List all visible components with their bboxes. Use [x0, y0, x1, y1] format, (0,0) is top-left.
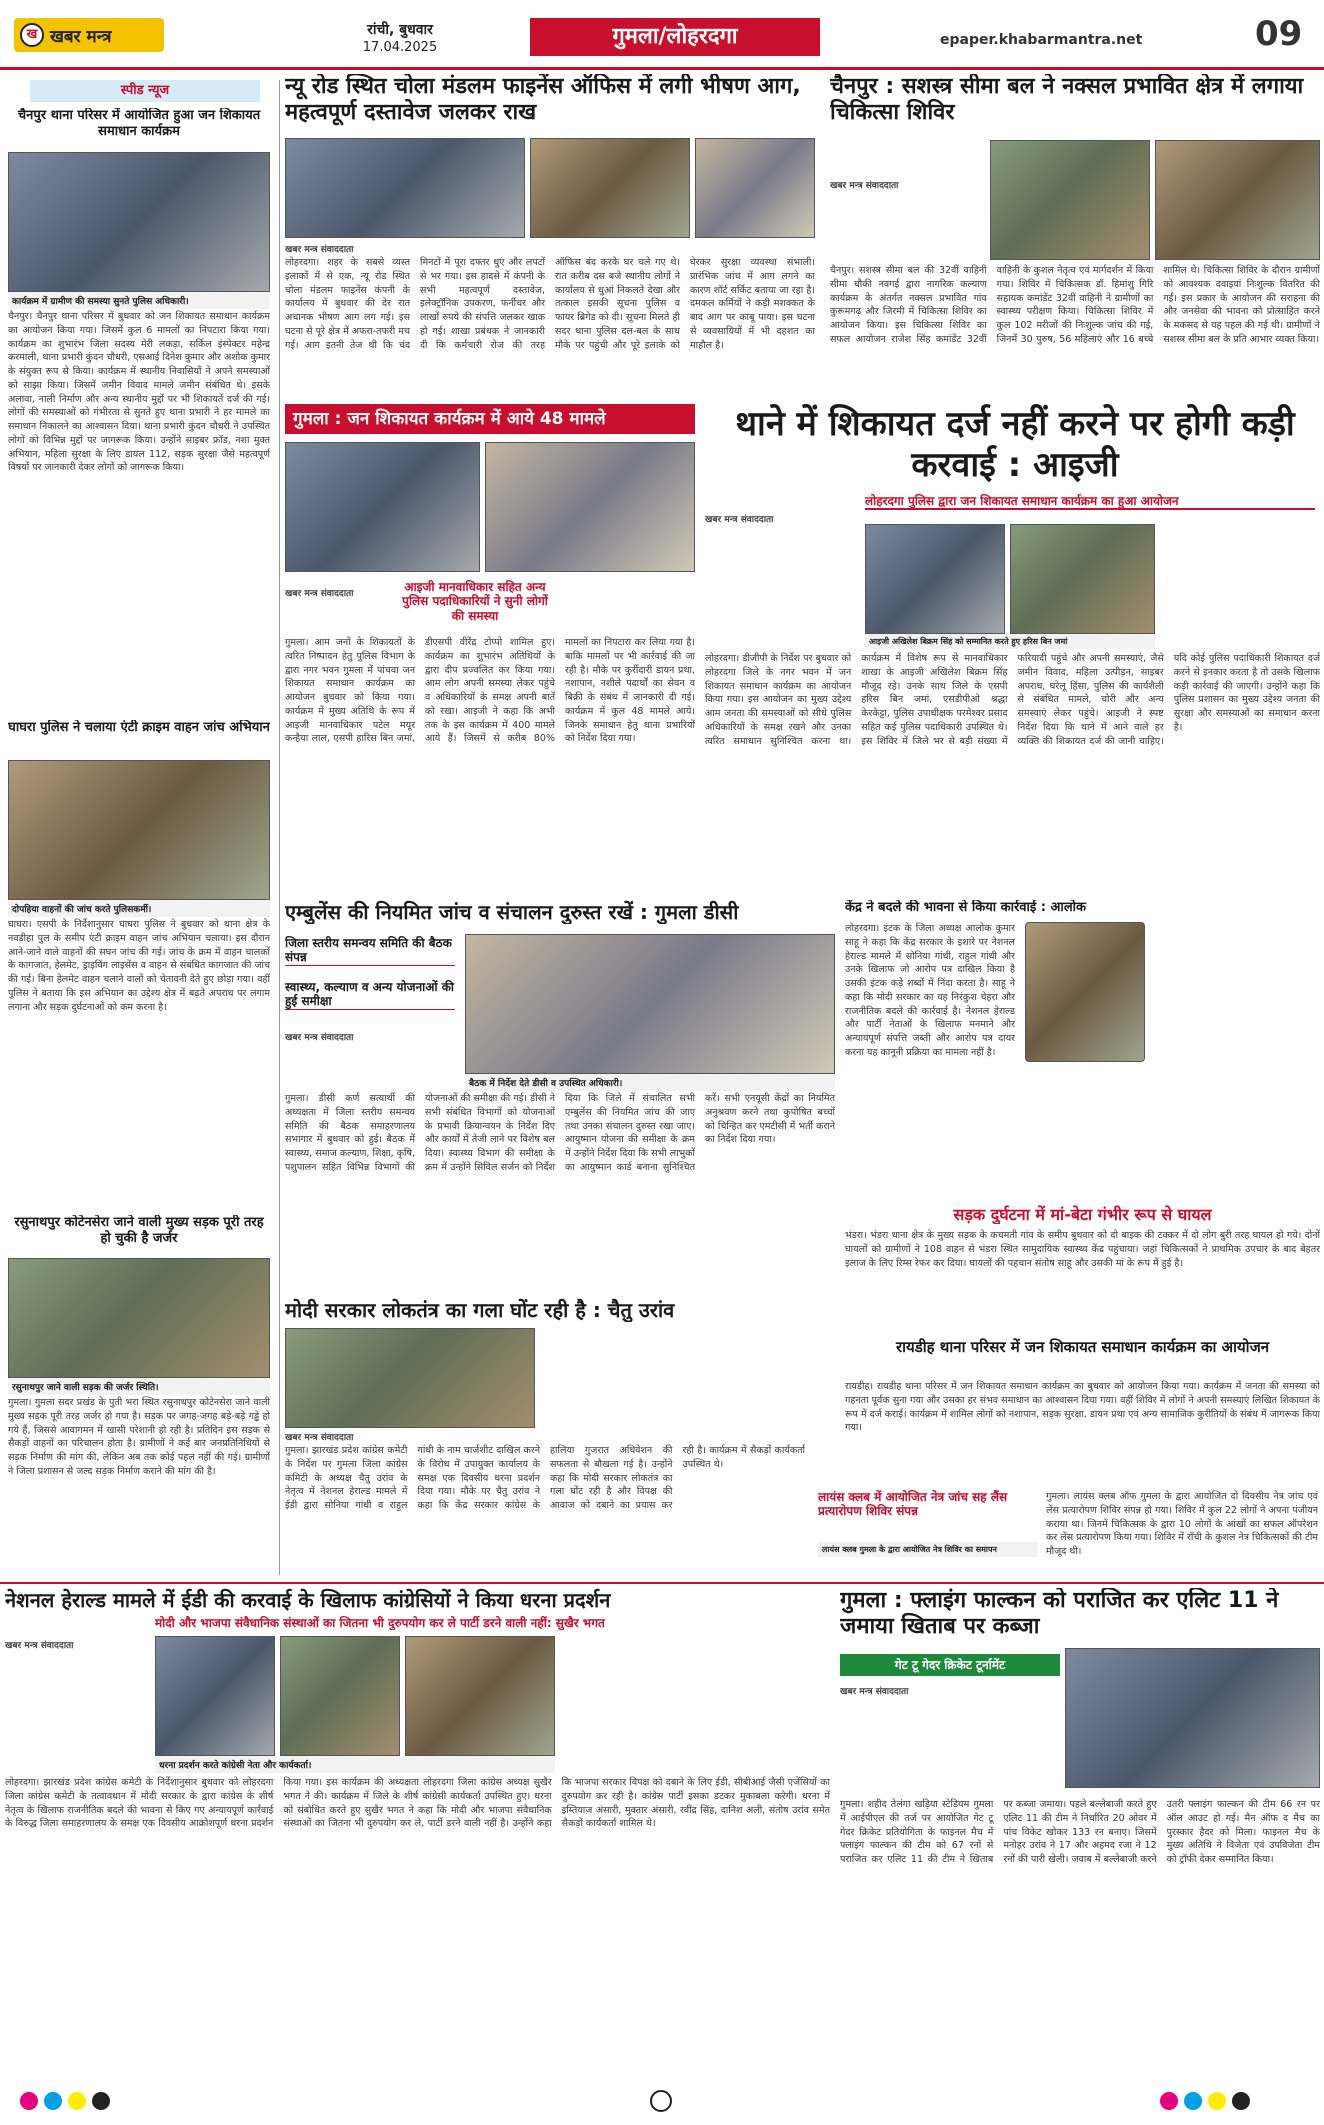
ig-byline: खबर मन्त्र संवाददाता	[705, 515, 774, 525]
cricket-tag: गेट टू गेदर क्रिकेट टूर्नामेंट	[840, 1654, 1060, 1676]
accident-story	[845, 1205, 1320, 1335]
alok-story	[845, 900, 1320, 1200]
gumla-jan-label: गुमला : जन शिकायत कार्यक्रम में आये 48 मामले	[285, 404, 695, 434]
column-divider	[279, 80, 280, 1575]
fire-headline: न्यू रोड स्थित चोला मंडलम फाइनेंस ऑफिस में लगी भीषण आग, महत्वपूर्ण दस्तावेज जलकर राख	[285, 74, 801, 126]
nh-headline: नेशनल हेराल्ड मामले में ईडी की करवाई के खिलाफ कांग्रेसियों ने किया धरना प्रदर्शन	[5, 1588, 611, 1612]
ambulance-story	[285, 900, 835, 1290]
cricket-body: गुमला। शहीद तेलंगा खड़िया स्टेडियम गुमला में आईपीएल की तर्ज पर आयोजित गेट टू गेदर क्रिकेट प्रतियोगिता के फाइनल मैच में फ्लाइंग फाल्कन की टीम को 67 रनों से पराजित कर एलिट 11 की टीम ने खिताब पर कब्जा जमाया। पहले बल्लेबाजी करते हुए एलिट 11 की टीम ने निर्धारित 20 ओवर में पांच विकेट खोकर 133 रन बनाए। जिसमें मनोहर उरांव ने 17 और अहमद रजा ने 12 रनों की पारी खेली। जवाब में बल्लेबाजी करने उतरी फ्लाइंग फाल्कन की टीम 66 रन पर ऑल आउट हो गई। मैन ऑफ द मैच का पुरस्कार हैदर को मिला। फाइनल मैच के मुख्य अतिथि ने विजेता एवं उपविजेता टीम को ट्रॉफी देकर सम्मानित किया।	[840, 1799, 1320, 1866]
ambulance-caption: बैठक में निर्देश देते डीसी व उपस्थित अधिकारी।	[465, 1074, 835, 1091]
ig-photo-caption: आइजी अखिलेश बिक्रम सिंह को सम्मानित करते हुए हरिस बिन जमां	[865, 634, 1155, 649]
ambulance-byline: खबर मन्त्र संवाददाता	[285, 1033, 354, 1043]
chainpur-headline: चैनपुर : सशस्त्र सीमा बल ने नक्सल प्रभावित क्षेत्र में लगाया चिकित्सा शिविर	[830, 74, 1304, 126]
color-dots-right	[1160, 2092, 1256, 2113]
speed-news-2-caption: दोपहिया वाहनों की जांच करते पुलिसकर्मी।	[8, 900, 270, 917]
fire-byline: खबर मन्त्र संवाददाता	[285, 245, 354, 255]
speed-news-2-headline: घाघरा पुलिस ने चलाया एंटी क्राइम वाहन जांच अभियान	[8, 720, 270, 735]
speed-news-3-headline: रसुनाथपुर कोटेनसेरा जाने वाली मुख्य सड़क पूरी तरह हो चुकी है जर्जर	[14, 1215, 264, 1246]
logo-icon: ख	[20, 23, 44, 47]
accident-body: भंडरा। भंडरा थाना क्षेत्र के मुख्य सड़क के कचमती गांव के समीप बुधवार को दो बाइक की टक्कर में दो लोग बुरी तरह घायल हो गये। दोनों घायलों को ग्रामीणों ने 108 वाहन से भंडरा स्थित सामुदायिक स्वास्थ्य केंद्र पहुंचाया। जहां चिकित्सकों ने प्राथमिक उपचार के बाद बेहतर इलाज के लिए रिम्स रेफर कर दिया। घायलों की पहचान संतोष साहू और उसकी मां के रूप में हुई है।	[845, 1230, 1320, 1269]
cricket-headline: गुमला : फ्लाइंग फाल्कन को पराजित कर एलिट 11 ने जमाया खिताब पर कब्जा	[840, 1588, 1279, 1640]
ig-photo-1	[865, 524, 1005, 634]
speed-news-3-photo	[8, 1258, 270, 1378]
cricket-byline: खबर मन्त्र संवाददाता	[840, 1687, 909, 1697]
lohardaga-ig-story	[705, 404, 1320, 894]
fire-story	[285, 74, 815, 400]
color-dots-left	[20, 2092, 116, 2113]
masthead	[0, 0, 1324, 70]
alok-portrait	[1025, 922, 1145, 1062]
chainpur-story	[830, 74, 1320, 400]
chainpur-body: चैनपुर। सशस्त्र सीमा बल की 32वीं वाहिनी सीमा चौकी नवगई द्वारा नागरिक कल्याण कार्यक्रम के अंतर्गत नक्सल प्रभावित गांव कुरूमगढ़ और जिरमी में चिकित्सा शिविर का आयोजन किया। इस चिकित्सा शिविर का सफल आयोजन राजेश सिंह कमांडेंट 32वीं वाहिनी के कुशल नेतृत्व एवं मार्गदर्शन में किया गया। शिविर में चिकित्सक डॉ. हिमांशु गिरि सहायक कमांडेंट 32वीं वाहिनी ने ग्रामीणों का स्वास्थ्य परीक्षण किया। चिकित्सा शिविर में कुल 102 मरीजों की निःशुल्क जांच की गई, जिनमें 30 पुरुष, 56 महिलाएं और 16 बच्चे शामिल थे। चिकित्सा शिविर के दौरान ग्रामीणों को आवश्यक दवाइयां निःशुल्क वितरित की गईं। इस प्रकार के आयोजन की सराहना की और जनसेवा की भावना को प्रोत्साहित करने के मकसद से यह पहल की गई थी। ग्रामीणों ने सशस्त्र सीमा बल के प्रति आभार व्यक्त किया।	[830, 265, 1320, 345]
page-number: 09	[1255, 14, 1303, 54]
rayadih-body: रायडीह। रायडीह थाना परिसर में जन शिकायत समाधान कार्यक्रम का बुधवार को आयोजन किया गया। कार्यक्रम में जनता की समस्या को गहनता पूर्वक सुना गया और उसका हर संभव समाधान का आश्वासन दिया गया। वहीं शिविर में लोगों ने अपनी समस्याएं लिखित शिकायत के रूप में दर्ज कराई। कार्यक्रम में शामिल लोगों को नशापान, सड़क सुरक्षा, डायन प्रथा एवं अन्य सामाजिक कुरीतियों के संबंध में जागरूक किया गया।	[845, 1381, 1320, 1434]
speed-news-2-photo	[8, 760, 270, 900]
nh-photo-2	[280, 1636, 400, 1756]
section-rule	[0, 1582, 1324, 1584]
modi-photo	[285, 1328, 535, 1428]
brand-name: खबर मन्त्र	[50, 26, 112, 47]
gumla-jan-photo-2	[485, 442, 695, 572]
accident-headline: सड़क दुर्घटना में मां-बेटा गंभीर रूप से घायल	[953, 1205, 1212, 1224]
gumla-jan-photo-1	[285, 442, 480, 572]
cricket-story	[840, 1588, 1320, 2078]
speed-news-1-photo	[8, 152, 270, 292]
ambulance-photo	[465, 934, 835, 1074]
nh-caption: धरना प्रदर्शन करते कांग्रेसी नेता और कार्यकर्ता।	[155, 1756, 555, 1773]
ig-photo-2	[1010, 524, 1155, 634]
speed-news-1-body: चैनपुर। चैनपुर थाना परिसर में बुधवार को जन शिकायत समाधान कार्यक्रम का आयोजन किया गया। जिसमें कुल 6 मामलों का निपटारा किया गया। कार्यक्रम का शुभारंभ जिला सदस्य मेरी लकड़ा, सर्किल इंस्पेक्टर महेन्द्र करमाली, थाना प्रभारी कुंदन चौधरी, एसआई दिनेश कुमार और अशोक कुमार के संयुक्त रूप से किया। कार्यक्रम में स्थानीय निवासियों ने अपने समस्याओं को साझा किया। जिसमें जमीन विवाद मामले जमीन संबंधित थे। इसके अलावा, नाली निर्माण और अन्य स्थानीय मुद्दों पर भी शिकायतें दर्ज की गई। लोगों की समस्याओं को गंभीरता से सुनते हुए थाना प्रभारी ने हर मामले का समाधान निकालने का आश्वासन दिया। थाना प्रभारी कुंदन चौधरी ने उपस्थित लोगों को विभिन्न मुद्दों पर जागरूक किया। उन्होंने साइबर फ्रॉड, नशा मुक्त अभियान, महिला सुरक्षा के लिए डायल 112, सड़क सुरक्षा जैसे महत्वपूर्ण विषयों पर जानकारी देकर लोगों को जागरूक किया।	[8, 311, 270, 474]
fire-body: लोहरदगा। शहर के सबसे व्यस्त इलाकों में से एक, न्यू रोड स्थित चोला मंडलम फाइनेंस कंपनी के कार्यालय में बुधवार की देर रात अचानक भीषण आग लग गई। इस घटना से पूरे क्षेत्र में अफरा-तफरी मच गई। आग इतनी तेज थी कि चंद मिनटों में पूरा दफ्तर धुएं और लपटों से भर गया। इस हादसे में कंपनी के सभी महत्वपूर्ण दस्तावेज, इलेक्ट्रॉनिक उपकरण, फर्नीचर और लाखों रुपये की संपत्ति जलकर खाक हो गई। शाखा प्रबंधक ने जानकारी दी कि कर्मचारी रोज की तरह ऑफिस बंद करके घर चले गए थे। रात करीब दस बजे स्थानीय लोगों ने कार्यालय से धुआं निकलते देखा और तत्काल इसकी सूचना पुलिस व फायर ब्रिगेड को दी। सूचना मिलते ही सदर थाना पुलिस दल-बल के साथ मौके पर पहुंची और पूरे इलाके को घेरकर सुरक्षा व्यवस्था संभाली। प्रारंभिक जांच में आग लगने का कारण शॉर्ट सर्किट बताया जा रहा है। दमकल कर्मियों ने कड़ी मशक्कत के बाद आग पर काबू पाया। इस घटना से व्यवसायियों में भी दहशत का माहौल है।	[285, 257, 815, 351]
lions-story	[818, 1490, 1318, 1578]
modi-body: गुमला। झारखंड प्रदेश कांग्रेस कमेटी के निर्देश पर गुमला जिला कांग्रेस कमिटी के अध्यक्ष चैतु उरांव के नेतृत्व में नेशनल हेराल्ड मामले में ईडी द्वारा सोनिया गांधी व राहुल गांधी के नाम चार्जशीट दाखिल करने के विरोध में उपायुक्त कार्यालय के समक्ष एक दिवसीय धरना प्रदर्शन दिया गया। मौके पर चैतु उरांव ने कहा कि केंद्र सरकार कांग्रेस के हालिया गुजरात अधिवेशन की सफलता से बौखला गई है। उन्होंने कहा कि मोदी सरकार लोकतंत्र का गला घोंट रही है और विपक्ष की आवाज को दबाने का प्रयास कर रही है। कार्यक्रम में सैकड़ों कार्यकर्ता उपस्थित थे।	[285, 1445, 805, 1512]
ig-subhead: लोहरदगा पुलिस द्वारा जन शिकायत समाधान कार्यक्रम का हुआ आयोजन	[865, 494, 1315, 510]
site-url[interactable]: epaper.khabarmantra.net	[940, 32, 1143, 48]
edition-date: 17.04.2025	[362, 40, 438, 55]
nh-photo-1	[155, 1636, 275, 1756]
modi-byline: खबर मन्त्र संवाददाता	[285, 1433, 354, 1443]
nh-body: लोहरदगा। झारखंड प्रदेश कांग्रेस कमेटी के निर्देशानुसार बुधवार को लोहरदगा जिला कांग्रेस कमेटी के तत्वावधान में मोदी सरकार के द्वारा कांग्रेस के शीर्ष नेतृत्व के खिलाफ राजनीतिक बदले की भावना से किए गए अन्यायपूर्ण कार्रवाई के विरुद्ध जिला समाहरणालय के समक्ष एक दिवसीय आक्रोशपूर्ण धरना प्रदर्शन किया गया। इस कार्यक्रम की अध्यक्षता लोहरदगा जिला कांग्रेस अध्यक्ष सुखैर भगत ने की। कार्यक्रम में जिले के शीर्ष कांग्रेसी कार्यकर्ता उपस्थित हुए। धरना को संबोधित करते हुए सुखैर भगत ने कहा कि मोदी और भाजपा संवैधानिक संस्थाओं का जितना भी दुरुपयोग कर ले, पार्टी डरने वाली नहीं है। उन्होंने कहा कि भाजपा सरकार विपक्ष को दबाने के लिए ईडी, सीबीआई जैसी एजेंसियों का दुरुपयोग कर रही है। कांग्रेस पार्टी इसका डटकर मुकाबला करेगी। धरना में इम्तियाज अंसारी, मुक्तार अंसारी, रवींद्र सिंह, दानिश अली, संतोष उरांव समेत सैकड़ों कार्यकर्ता शामिल थे।	[5, 1777, 830, 1830]
alok-body: लोहरदगा। इंटक के जिला अध्यक्ष आलोक कुमार साहू ने कहा कि केंद्र सरकार के इशारे पर नेशनल हेराल्ड मामले में सोनिया गांधी, राहुल गांधी और उनके खिलाफ जो आरोप पत्र दाखिल किया है उसकी इंटक कड़े शब्दों में निंदा करता है। साहू ने कहा कि मोदी सरकार का यह निरंकुश चेहरा और राजनीतिक बदले की कार्रवाई है। नेशनल हेराल्ड और पार्टी नेताओं के खिलाफ मनमाने और अन्यायपूर्ण संपत्ति जब्ती और आरोप पत्र दायर करना यह कानूनी प्रक्रिया का मामला नहीं है।	[845, 923, 1015, 1058]
nh-byline: खबर मन्त्र संवाददाता	[5, 1641, 74, 1651]
edition-place: रांची, बुधवार	[367, 22, 433, 38]
ig-body: लोहरदगा। डीजीपी के निर्देश पर बुधवार को लोहरदगा जिले के नगर भवन में जन शिकायत समाधान कार्यक्रम का आयोजन किया गया। इस आयोजन का मुख्य उद्देश्य आम जनता की समस्याओं को सीधे पुलिस अधिकारियों के समक्ष रखने और उनका त्वरित समाधान सुनिश्चित करना था। कार्यक्रम में विशेष रूप से मानवाधिकार शाखा के आइजी अखिलेश बिक्रम सिंह मौजूद रहे। उनके साथ जिले के एसपी हरिस बिन जमां, एसडीपीओ श्रद्धा केरकेट्टा, पुलिस उपाधीक्षक परमेश्वर प्रसाद सहित कई पुलिस पदाधिकारी उपस्थित थे। इस शिविर में जिले भर से बड़ी संख्या में फरियादी पहुंचे और अपनी समस्याएं, जैसे जमीन विवाद, महिला उत्पीड़न, साइबर अपराध, घरेलू हिंसा, पुलिस की कार्यशैली से संबंधित मामले, चोरी और अन्य समस्याएं लेकर पहुंचे। आइजी ने स्पष्ट निर्देश दिया कि थाने में आने वाले हर व्यक्ति की शिकायत दर्ज की जानी चाहिए। यदि कोई पुलिस पदाधिकारी शिकायत दर्ज करने से इनकार करता है तो उसके खिलाफ कड़ी कार्रवाई की जाएगी। उन्होंने कहा कि पुलिस प्रशासन का मुख्य उद्देश्य जनता की सुरक्षा और समस्याओं का समाधान करना है।	[705, 653, 1320, 747]
speed-news-1-caption: कार्यक्रम में ग्रामीण की समस्या सुनते पुलिस अधिकारी।	[8, 292, 270, 309]
ambulance-body: गुमला। डीसी कर्ण सत्यार्थी की अध्यक्षता में जिला स्तरीय समन्वय समिति की बैठक समाहरणालय सभागार में बुधवार को हुई। बैठक में स्वास्थ्य, समाज कल्याण, शिक्षा, कृषि, पशुपालन सहित विभिन्न विभागों की योजनाओं की समीक्षा की गई। डीसी ने सभी संबंधित विभागों को योजनाओं के प्रभावी क्रियान्वयन के निर्देश दिए और कार्यों में तेजी लाने पर विशेष बल दिया। स्वास्थ्य विभाग की समीक्षा के क्रम में उन्होंने सिविल सर्जन को निर्देश दिया कि जिले में संचालित सभी एम्बुलेंस की नियमित जांच की जाए तथा उनका संचालन दुरुस्त रखा जाए। आयुष्मान योजना की समीक्षा के क्रम में उन्होंने निर्देश दिया कि सभी लाभुकों का आयुष्मान कार्ड बनाना सुनिश्चित करें। सभी एनयूसी केंद्रों का नियमित अनुश्रवण करने तथा कुपोषित बच्चों को चिन्हित कर एमटीसी में भर्ती कराने का निर्देश दिया गया।	[285, 1093, 835, 1173]
chainpur-byline: खबर मन्त्र संवाददाता	[830, 181, 899, 191]
section-title: गुमला/लोहरदगा	[530, 18, 820, 56]
rayadih-story	[845, 1338, 1320, 1488]
fire-photo-2	[530, 138, 690, 238]
rayadih-headline: रायडीह थाना परिसर में जन शिकायत समाधान कार्यक्रम का आयोजन	[895, 1338, 1270, 1356]
speed-news-tag: स्पीड न्यूज	[30, 80, 260, 102]
gumla-jan-story	[285, 404, 695, 894]
speed-news-3-body: गुमला। गुमला सदर प्रखंड के पुती भरा स्थित रसुनाथपुर कोटेनसेरा जाने वाली मुख्य सड़क पूरी तरह जर्जर हो गया है। सड़क पर जगह-जगह बड़े-बड़े गड्ढे हो गये हैं, जिससे आवागमन में खासी परेशानी हो रही है। प्रतिदिन इस सड़क से सैकड़ों वाहनों का परिचालन होता है। ग्रामीणों ने कई बार जनप्रतिनिधियों से सड़क निर्माण की मांग की, लेकिन अब तक कोई पहल नहीं की गई। ग्रामीणों ने जिला प्रशासन से जल्द सड़क निर्माण कराने की मांग की है।	[8, 1397, 270, 1477]
fire-photo-1	[285, 138, 525, 238]
ambulance-bullet-1: जिला स्तरीय समन्वय समिति की बैठक संपन्न	[285, 936, 455, 966]
gumla-jan-subhead: आइजी मानवाधिकार सहित अन्य पुलिस पदाधिकारियों ने सुनी लोगों की समस्या	[402, 580, 548, 623]
ig-headline: थाने में शिकायत दर्ज नहीं करने पर होगी कड़ी करवाई : आइजी	[735, 404, 1295, 485]
modi-headline: मोदी सरकार लोकतंत्र का गला घोंट रही है : चैतु उरांव	[285, 1298, 675, 1322]
modi-story	[285, 1298, 805, 1576]
ambulance-bullet-2: स्वास्थ्य, कल्याण व अन्य योजनाओं की हुई समीक्षा	[285, 980, 455, 1009]
fire-photo-3	[695, 138, 815, 238]
national-herald-story	[5, 1588, 830, 2078]
speed-news-3-caption: रसुनाथपुर जाने वाली सड़क की जर्जर स्थिति।	[8, 1378, 270, 1395]
nh-photo-3	[405, 1636, 555, 1756]
lions-caption: लायंस क्लब गुमला के द्वारा आयोजित नेत्र शिविर का समापन	[818, 1542, 1038, 1557]
lions-body: गुमला। लायंस क्लब ऑफ गुमला के द्वारा आयोजित दो दिवसीय नेत्र जांच एवं लेंस प्रत्यारोपण शिविर संपन्न हो गया। शिविर में कुल 22 लोगों ने अपना पंजीयन कराया था। जिनमें चिकित्सक के द्वारा 10 लोगों के आंखों का सफल ऑपरेशन कर लेंस प्रत्यारोपण किया गया। शिविर में राँची के कुशल नेत्र चिकित्सकों की टीम मौजूद थी।	[1046, 1491, 1318, 1558]
spacer	[815, 1298, 840, 1299]
lions-headline: लायंस क्लब में आयोजित नेत्र जांच सह लैंस प्रत्यारोपण शिविर संपन्न	[818, 1490, 1008, 1519]
cricket-photo	[1065, 1648, 1320, 1788]
registration-mark-icon	[650, 2090, 672, 2112]
brand-logo	[14, 18, 164, 52]
print-registration-bar	[0, 2080, 1324, 2125]
speed-news-column	[0, 70, 278, 1580]
alok-headline: केंद्र ने बदले की भावना से किया कार्रवाई : आलोक	[845, 900, 1086, 915]
gumla-jan-body: गुमला। आम जनों के शिकायतों के त्वरित निष्पादन हेतु पुलिस विभाग के द्वारा नगर भवन गुमला में पांचवा जन शिकायत समाधान कार्यक्रम का आयोजन बुधवार को किया गया। कार्यक्रम में मुख्य अतिथि के रूप में आइजी मानवाधिकार पटेल मयूर कन्हैया लाल, एसपी हारिस बिन जमां, डीएसपी वीरेंद्र टोप्पो शामिल हुए। कार्यक्रम का शुभारंभ अतिथियों के द्वारा दीप प्रज्वलित कर किया गया। आम लोग अपनी समस्या लेकर पहुंचे व अधिकारियों के समक्ष अपनी बातें को रखा। आइजी ने कहा कि अभी तक के इस कार्यक्रम में 400 मामले आये हैं। जिसमें से करीब 80% मामलों का निपटारा कर लिया गया है। बाकि मामलों पर भी कार्रवाई की जा रही है। मौके पर कुर्रीदारी डायन प्रथा, नशापान, नशीले पदार्थों का सेवन व बिक्री के संबंध में जानकारी दी गई। कार्यक्रम में कुल 48 मामले आये। जिनके समाधान हेतु थाना प्रभारियों को निर्देश दिया गया।	[285, 637, 695, 745]
nh-subhead: मोदी और भाजपा संवैधानिक संस्थाओं का जितना भी दुरुपयोग कर ले पार्टी डरने वाली नहीं: सुखैर भगत	[155, 1616, 605, 1630]
speed-news-2-body: घाघरा। एसपी के निर्देशानुसार घाघरा पुलिस ने बुधवार को थाना क्षेत्र के नवडीहा पुल के समीप एंटी क्राइम वाहन जांच अभियान चलाया। इस दौरान आने-जाने वाले वाहनों की सघन जांच की गई। जांच के क्रम में वाहन चालकों के कागजात, हेलमेट, ड्राइविंग लाइसेंस व वाहन से संबंधित कागजात की जांच की गई। बिना हेलमेट वाहन चलाने वालों को चेतावनी देते हुए छोड़ा गया। वहीं पुलिस ने बताया कि इस अभियान का उद्देश्य क्षेत्र में बढ़ते अपराध पर लगाम लगाना और सड़क दुर्घटनाओं को कम करना है।	[8, 919, 270, 1013]
speed-news-1-headline: चैनपुर थाना परिसर में आयोजित हुआ जन शिकायत समाधान कार्यक्रम	[17, 108, 261, 139]
gumla-jan-byline: खबर मन्त्र संवाददाता	[285, 589, 354, 599]
ambulance-headline: एम्बुलेंस की नियमित जांच व संचालन दुरुस्त रखें : गुमला डीसी	[285, 900, 739, 924]
